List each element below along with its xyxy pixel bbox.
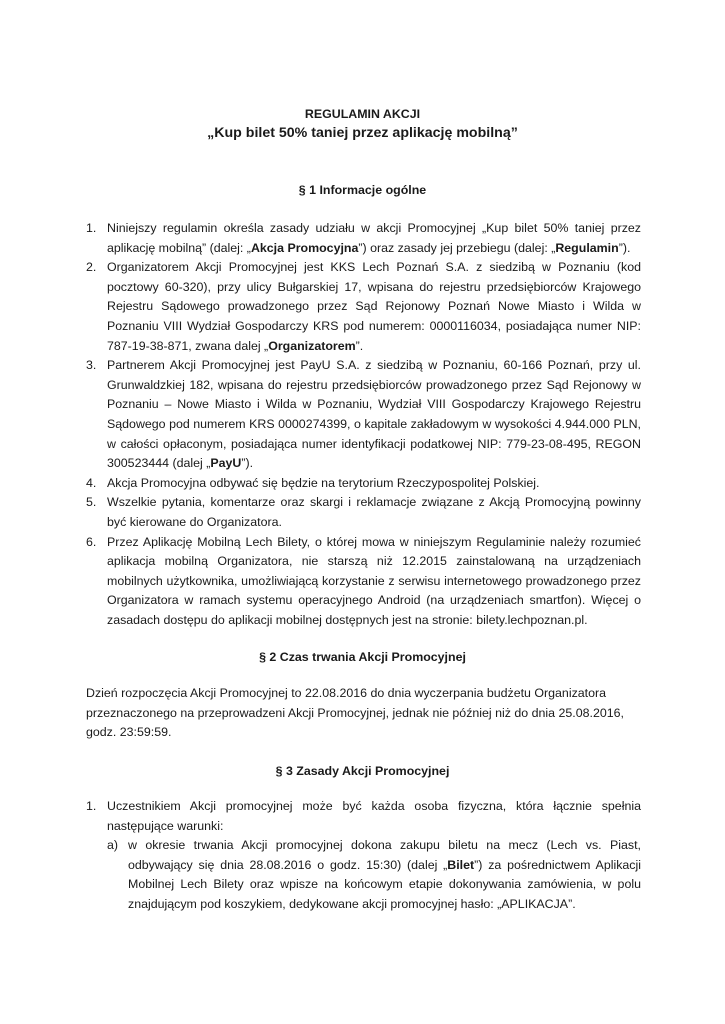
list-item: 1. Niniejszy regulamin określa zasady udziału w akcji Promocyjnej „Kup bilet 50% taniej przez aplikację mobilną” (dalej: „Akcja Promocyjna”) oraz zasady jej przebiegu (dalej: „Regulamin”). [86, 221, 641, 255]
term-payu: PayU [210, 456, 242, 471]
sub-item-marker: a) [107, 838, 119, 853]
section-3-heading: § 3 Zasady Akcji Promocyjnej [275, 764, 450, 778]
section-1-heading: § 1 Informacje ogólne [298, 183, 427, 197]
item-number: 6. [86, 534, 97, 549]
item-number: 1. [86, 221, 97, 235]
term-organizator: Organizatorem [268, 338, 356, 353]
item-number: 1. [86, 799, 97, 813]
list-item: 5. Wszelkie pytania, komentarze oraz skargi i reklamacje związane z Akcją Promocyjną powinny być kierowane do Organizatora. [86, 495, 641, 529]
term-akcja-promocyjna: Akcja Promocyjna [250, 240, 359, 255]
item-number: 5. [86, 495, 97, 510]
document-title: REGULAMIN AKCJI [304, 107, 421, 121]
section-3-list [86, 797, 641, 915]
document-subtitle: „Kup bilet 50% taniej przez aplikację mobilną” [207, 125, 518, 141]
section-2-heading: § 2 Czas trwania Akcji Promocyjnej [259, 650, 466, 664]
item-number: 4. [86, 475, 97, 490]
sub-list [107, 836, 641, 914]
list-item: 3. Partnerem Akcji Promocyjnej jest PayU S.A. z siedzibą w Poznaniu, 60-166 Poznań, przy ul. Grunwaldzkiej 182, wpisana do rejestru przedsiębiorców prowadzonego przez Sąd Rejonowy w Poznaniu – Nowe Miasto i Wilda w Poznaniu, Wydział VIII Gospodarczy Krajowego Rejestru Sądowego pod numerem KRS 0000274399, o kapitale zakładowym w wysokości 4.944.000 PLN, w całości opłaconym, posiadająca numer identyfikacji podatkowej NIP: 779-23-08-495, REGON 300523444 (dalej „PayU”). [86, 358, 641, 471]
list-item: 1. Uczestnikiem Akcji promocyjnej może być każda osoba fizyczna, która łącznie spełnia następujące warunki: a) w okresie trwania Akcji promocyjnej dokona zakupu biletu na mecz (Lech vs. Piast, odbywający się dnia 28.08.2016 o godz. 15:30) (dalej „Bilet”) za pośrednictwem Aplikacji Mobilnej Lech Bilety oraz wpisze na końcowym etapie dokonywania zamówienia, w polu znajdującym pod koszykiem, dedykowane akcji promocyjnej hasło: „APLIKACJA”. [86, 797, 641, 915]
term-regulamin: Regulamin [555, 240, 619, 255]
term-bilet: Bilet [447, 857, 475, 872]
item-number: 3. [86, 358, 97, 373]
section-2-text: Dzień rozpoczęcia Akcji Promocyjnej to 22.08.2016 do dnia wyczerpania budżetu Organizatora przeznaczonego na przeprowadzeni Akcji Promocyjnej, jednak nie później niż do dnia 25.08.2016, godz. 23:59:59. [86, 686, 624, 740]
list-item: 6. Przez Aplikację Mobilną Lech Bilety, o której mowa w niniejszym Regulaminie należy rozumieć aplikacja mobilną Organizatora, nie starszą niż 12.2015 zainstalowaną na urządzeniach mobilnych użytkownika, umożliwiającą korzystanie z serwisu internetowego prowadzonego przez Organizatora w ramach systemu operacyjnego Android (na urządzeniach smartfon). Więcej o zasadach dostępu do aplikacji mobilnej dostępnych jest na stronie: bilety.lechpoznan.pl. [86, 534, 641, 627]
list-item: 2. Organizatorem Akcji Promocyjnej jest KKS Lech Poznań S.A. z siedzibą w Poznaniu (kod pocztowy 60-320), przy ulicy Bułgarskiej 17, wpisana do rejestru przedsiębiorców Krajowego Rejestru Sądowego prowadzonego przez Sąd Rejonowy Poznań Nowe Miasto i Wilda w Poznaniu VIII Wydział Gospodarczy KRS pod numerem: 0000116034, posiadająca numer NIP: 787-19-38-871, zwana dalej „Organizatorem”. [86, 260, 641, 353]
list-item: 4. Akcja Promocyjna odbywać się będzie na terytorium Rzeczypospolitej Polskiej. [86, 474, 641, 494]
section-1-list [86, 219, 641, 630]
item-number: 2. [86, 260, 97, 275]
sub-list-item: a) w okresie trwania Akcji promocyjnej dokona zakupu biletu na mecz (Lech vs. Piast, odbywający się dnia 28.08.2016 o godz. 15:30) (dalej „Bilet”) za pośrednictwem Aplikacji Mobilnej Lech Bilety oraz wpisze na końcowym etapie dokonywania zamówienia, w polu znajdującym pod koszykiem, dedykowane akcji promocyjnej hasło: „APLIKACJA”. [107, 838, 642, 911]
